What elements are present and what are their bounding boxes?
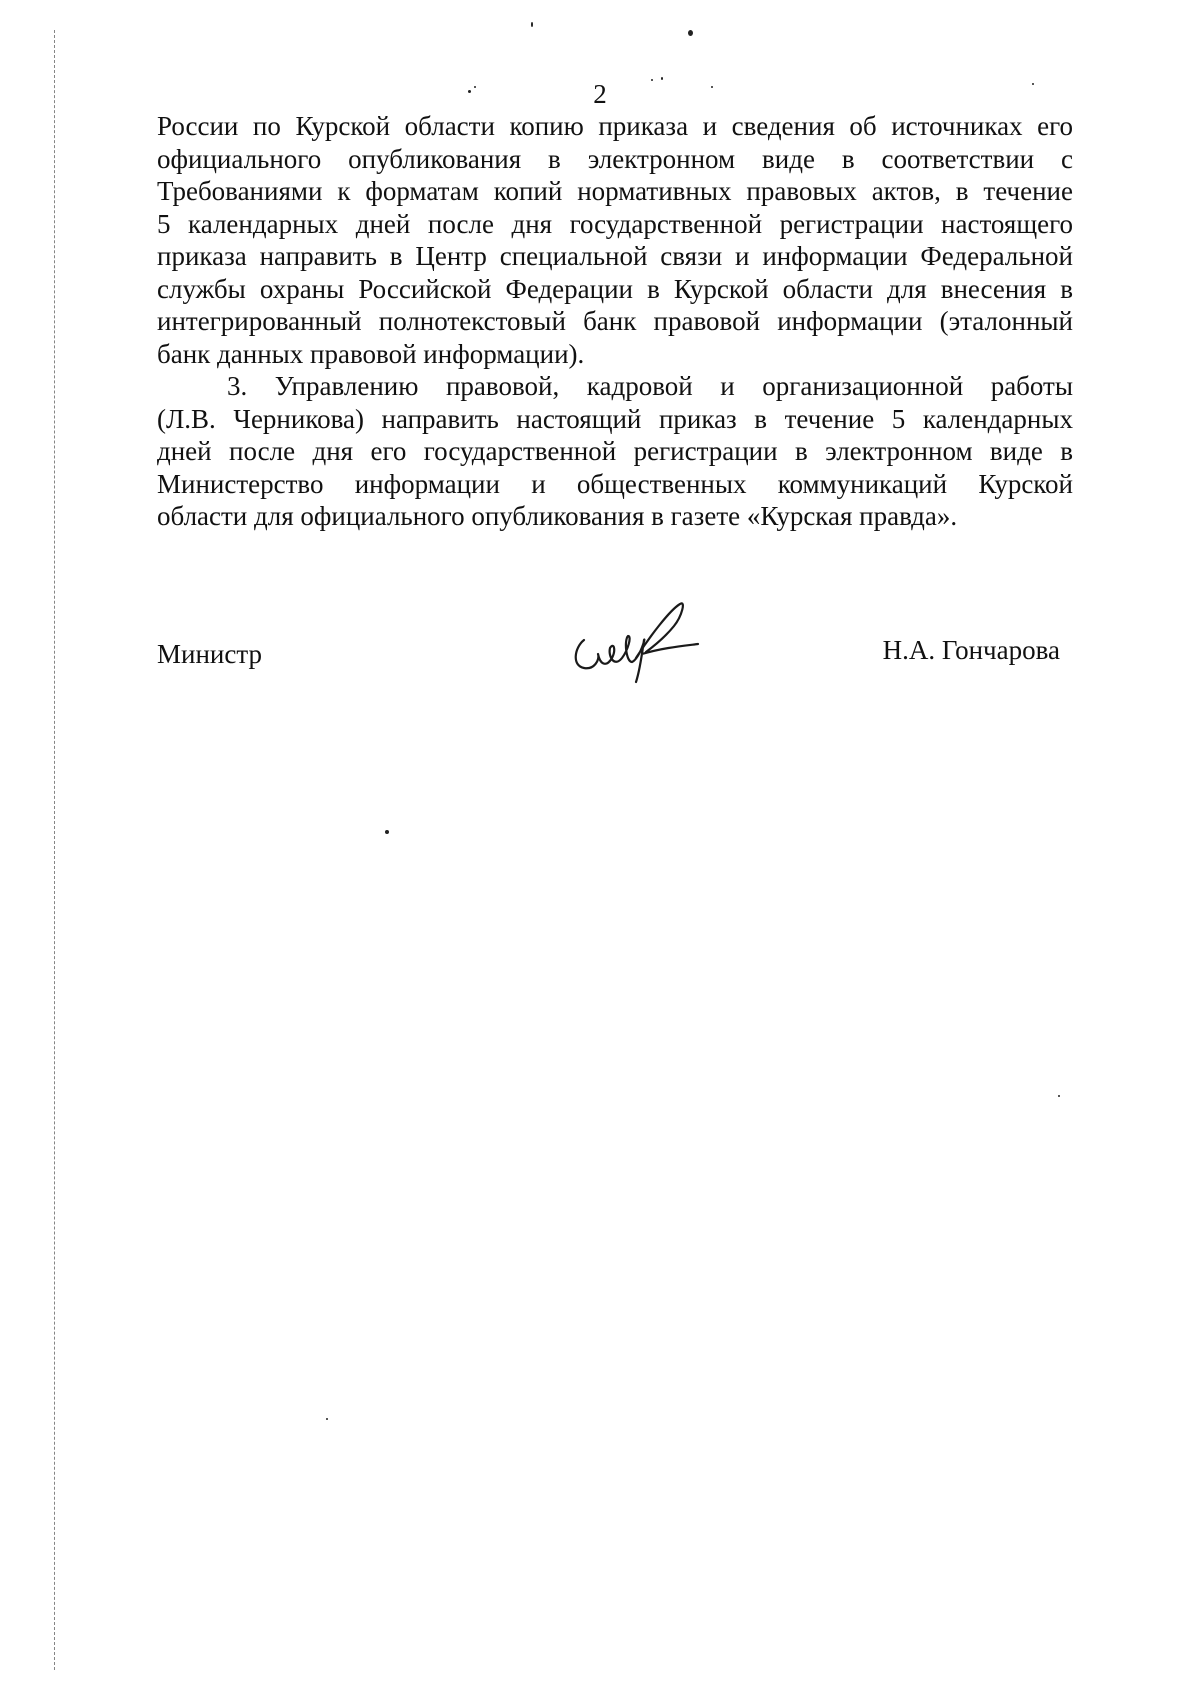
- scan-speck: [385, 830, 389, 834]
- handwritten-signature: [570, 596, 710, 686]
- signer-name: Н.А. Гончарова: [882, 635, 1060, 665]
- page-number: 2: [593, 79, 607, 109]
- text-line: области для официального опубликования в газете «Курская правда».: [157, 501, 958, 531]
- text-line: России по Курской области копию приказа и сведения об источниках его: [157, 111, 1073, 141]
- scan-speck: [326, 1418, 328, 1420]
- document-body: [157, 110, 1073, 533]
- item-3-paragraph: [157, 370, 1073, 533]
- text-line: службы охраны Российской Федерации в Курской области для внесения в: [157, 273, 1073, 304]
- text-line: официального опубликования в электронном виде в соответствии с: [157, 143, 1073, 174]
- text-line: банк данных правовой информации).: [157, 338, 585, 369]
- text-line: 3. Управлению правовой, кадровой и организационной работы: [227, 371, 1073, 401]
- text-line: интегрированный полнотекстовый банк правовой информации (эталонный: [157, 306, 1073, 336]
- signer-position: Министр: [157, 639, 262, 669]
- text-line: дней после дня его государственной регистрации в электронном виде в: [157, 436, 1073, 466]
- continuation-paragraph: [157, 110, 1073, 370]
- text-line: Министерство информации и общественных коммуникаций Курской: [157, 468, 1073, 499]
- text-line: 5 календарных дней после дня государственной регистрации настоящего: [157, 208, 1073, 239]
- scan-edge-line: [54, 30, 55, 1670]
- scan-speck: [1058, 1095, 1060, 1097]
- scan-speck: [688, 30, 693, 36]
- text-line: Требованиями к форматам копий нормативных правовых актов, в течение: [157, 176, 1073, 206]
- text-line: приказа направить в Центр специальной связи и информации Федеральной: [157, 241, 1073, 271]
- scan-speck: [531, 22, 533, 27]
- text-line: (Л.В. Черникова) направить настоящий приказ в течение 5 календарных: [157, 403, 1073, 434]
